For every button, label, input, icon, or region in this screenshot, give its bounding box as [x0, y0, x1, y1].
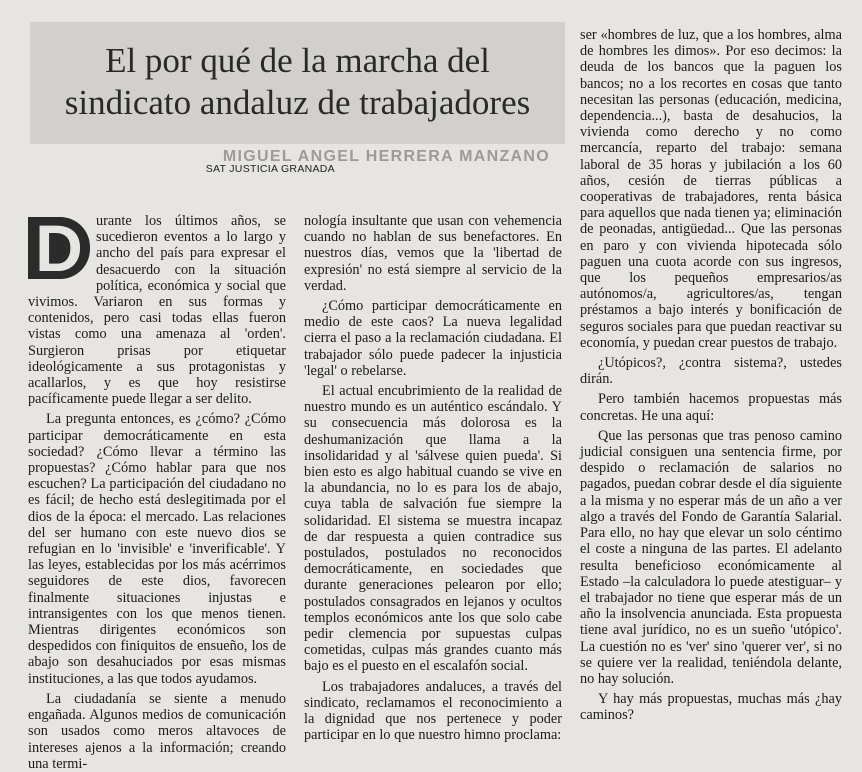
article-column-1 [28, 211, 286, 772]
paragraph: ¿Cómo participar democráticamente en medio de este caos? La nueva legalidad cierra el paso a la reclamación ciudadana. El trabajador sólo puede padecer la injusticia 'legal' o rebelarse. [304, 298, 562, 379]
paragraph: Y hay más propuestas, muchas más ¿hay caminos? [580, 691, 842, 724]
paragraph: La pregunta entonces, es ¿cómo? ¿Cómo participar democráticamente en esta sociedad? ¿Cómo llevar a término las propuestas? ¿Cómo hablar para que nos escuchen? La participación del ciudadano no es fácil; de hecho está deslegitimada por el dios de la época: el mercado. Las relaciones del ser humano con este nuevo dios se refugian en lo 'invisible' e 'inverificable'. Y las leyes, establecidas por los más acérrimos seguidores de este dios, favorecen finalmente situaciones injustas e intransigentes con los que menos tienen. Mientras dirigentes económicos son despedidos con finiquitos de ensueño, los de abajo son desahuciados por esas mismas instituciones, a las que todos ayudamos. [28, 411, 286, 687]
headline [30, 40, 565, 124]
paragraph: nología insultante que usan con vehemencia cuando no hablan de sus benefactores. En nuestros días, vemos que la 'libertad de expresión' no está siempre al servicio de la verdad. [304, 213, 562, 294]
article-column-3 [580, 27, 842, 735]
paragraph: Los trabajadores andaluces, a través del sindicato, reclamamos el reconocimiento a la dignidad que nos pertenece y poder participar en lo que nuestro himno proclama: [304, 678, 562, 744]
article-column-2 [304, 213, 562, 744]
author-byline: MIGUEL ANGEL HERRERA MANZANO [222, 148, 550, 165]
paragraph: ser «hombres de luz, que a los hombres, alma de hombres les dimos». Por eso decimos: la deuda de los bancos que la paguen los bancos; no a los recortes en cosas que tanto necesitan las personas (educación, medicina, dependencia...), basta de desahucios, la vivienda como derecho y no como mercancía, reparto del trabajo: semana laboral de 35 horas y jubilación a los 60 años, cesión de tierras públicas a cooperativas de trabajadores, renta básica para aquellos que nada tienen ya; eliminación de peonadas, antigüedad... Que las personas en paro y con vivienda hipotecada sólo paguen una cuota acorde con sus ingresos, que los pequeños empresarios/as autónomos/a, agricultores/as, tengan préstamos a bajo interés y bonificación de seguros sociales para que puedan reactivar su economía, y puedan crear puestos de trabajo. [580, 27, 842, 351]
paragraph [28, 213, 286, 407]
drop-cap: D [28, 217, 90, 279]
headline-line-1: El por qué de la marcha del [105, 41, 490, 80]
paragraph: ¿Utópicos?, ¿contra sistema?, ustedes dirán. [580, 355, 842, 388]
paragraph: Que las personas que tras penoso camino judicial consiguen una sentencia firme, por despido o reclamación de salarios no pagados, puedan cobrar desde el día siguiente a la misma y no esperar más de un año a ver algo a través del Fondo de Garantía Salarial. Para ello, no hay que elevar un solo céntimo el coste a ninguna de las partes. El adelanto resulta beneficioso económicamente al Estado –la calculadora lo puede atestiguar– y el trabajador no tiene que esperar más de un año la insolvencia anunciada. Esta propuesta tiene aval jurídico, no es un sueño 'utópico'. La cuestión no es 'ver' sino 'querer ver', si no se quiere ver la realidad, teniéndola delante, no hay solución. [580, 427, 842, 687]
paragraph: La ciudadanía se siente a menudo engañada. Algunos medios de comunicación son usados como meros altavoces de intereses ajenos a la información; creando una termi- [28, 690, 286, 772]
paragraph: El actual encubrimiento de la realidad de nuestro mundo es un auténtico escándalo. Y su consecuencia más dolorosa es la deshumanización que llama a la insolidaridad y al 'sálvese quien pueda'. Si bien esto es algo habitual cuando se vive en la abundancia, no lo es para los de abajo, cuya tabla de salvación fue siempre la solidaridad. El sistema se muestra incapaz de dar respuesta a quien contradice sus postulados, postulados no reconocidos democráticamente, en sociedades que durante generaciones pelearon por ello; postulados consagrados en lejanos y ocultos templos económicos ante los que solo cabe pedir clemencia por supuestas culpas cometidas, culpas más grandes cuanto más bajo es el puesto en el escalafón social. [304, 383, 562, 675]
paragraph-text: urante los últimos años, se sucedieron eventos a lo largo y ancho del país para expresar el desacuerdo con la situación política, económica y social que vivimos. Variaron en sus formas y contenidos, pero casi todas ellas fueron vistas como una amenaza al 'orden'. Surgieron prisas por etiquetar ideológicamente a sus protagonistas y acallarlos, y es que hoy resistirse pacíficamente puede llegar a ser delito. [28, 213, 286, 408]
author-affiliation: SAT JUSTICIA GRANADA [205, 163, 335, 175]
headline-line-2: sindicato andaluz de trabajadores [64, 83, 531, 122]
paragraph: Pero también hacemos propuestas más concretas. He una aquí: [580, 391, 842, 424]
